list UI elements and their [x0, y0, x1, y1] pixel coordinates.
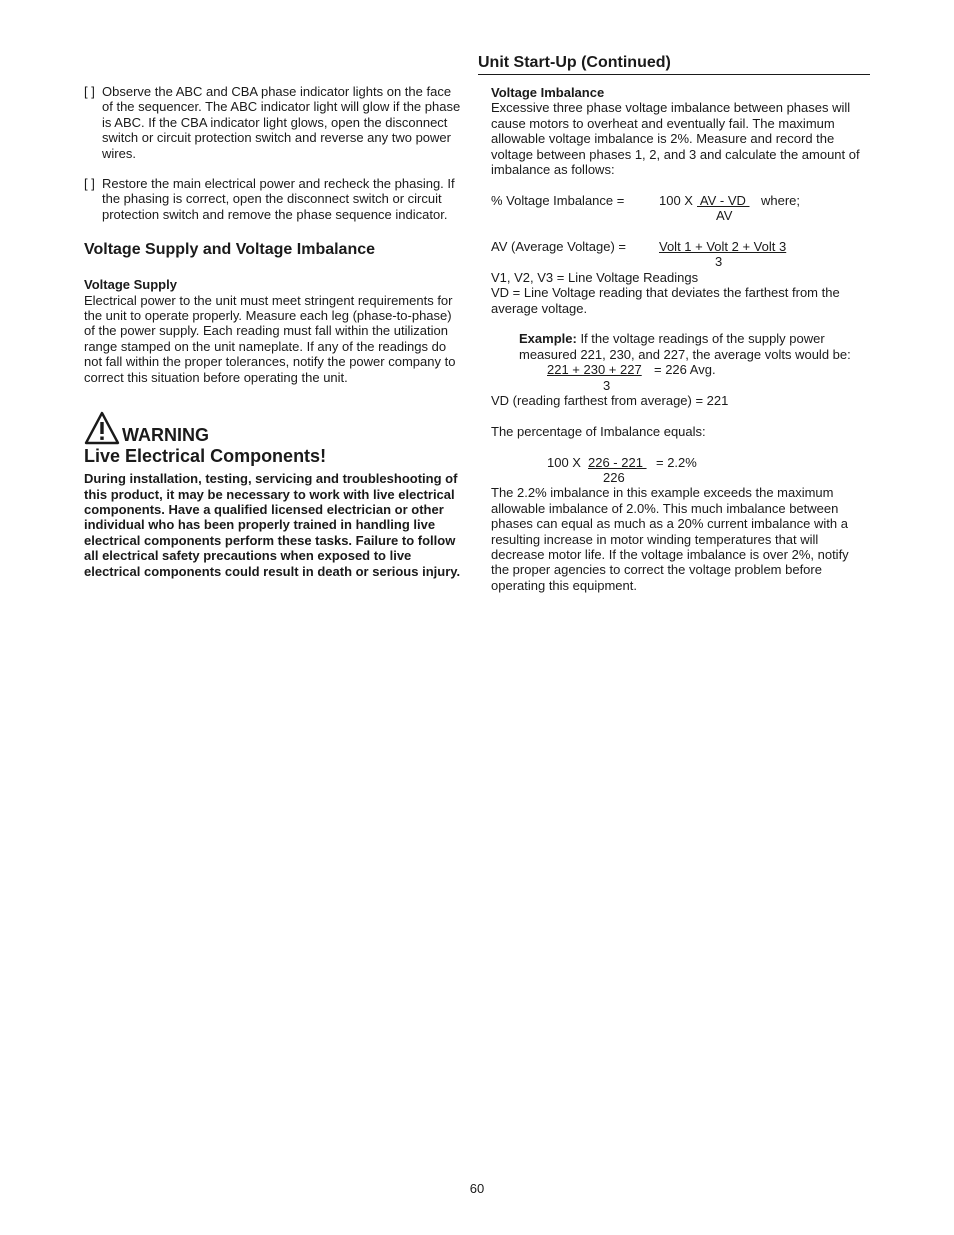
formula-prefix: 100 X	[659, 192, 693, 208]
checklist-item	[84, 84, 464, 161]
calc-denominator: 226	[603, 469, 625, 485]
calc-result: = 2.2%	[656, 454, 697, 470]
calc-prefix: 100 X	[547, 454, 581, 470]
page-heading: Unit Start-Up (Continued)	[478, 53, 870, 75]
voltage-imbalance-heading: Voltage Imbalance	[491, 85, 605, 100]
example-text: If the voltage readings of the supply power measured 221, 230, and 227, the average volts would be:	[519, 331, 851, 362]
right-column	[478, 53, 870, 593]
checklist-text: Observe the ABC and CBA phase indicator lights on the face of the sequencer. The ABC indicator light will glow if the phase is ABC. If the CBA indicator light glows, open the disconnect switch or circuit protection switch and reverse any two power wires.	[102, 84, 461, 161]
formula-suffix: where;	[761, 192, 801, 208]
voltage-supply-heading: Voltage Supply	[84, 277, 177, 293]
warning-text: During installation, testing, servicing and troubleshooting of this product, it may be necessary to work with live electrical components. Have a qualified licensed electrician or other individual who has been properly trained in handling live electrical components perform these tasks. Failure to follow all electrical safety precautions when exposed to live electrical components could result in death or serious injury.	[84, 471, 461, 579]
checklist-text: Restore the main electrical power and recheck the phasing. If the phasing is correct, open the disconnect switch or circuit protection switch and remove the phase sequence indicator.	[102, 176, 455, 222]
example-label: Example:	[519, 331, 577, 347]
example-numerator: 221 + 230 + 227	[547, 362, 642, 378]
formula-numerator: Volt 1 + Volt 2 + Volt 3	[659, 239, 787, 254]
formula-label: AV (Average Voltage) =	[491, 239, 627, 254]
warning-label: WARNING	[122, 425, 209, 446]
warning-title: Live Electrical Components!	[84, 446, 327, 467]
checkbox-marker: [ ]	[84, 176, 95, 192]
warning-block	[84, 407, 464, 579]
calc-numerator: 226 - 221	[588, 454, 647, 470]
formula-denominator: 3	[715, 254, 723, 270]
page-number: 60	[469, 1181, 485, 1196]
imbalance-calculation	[491, 455, 870, 470]
example-result: = 226 Avg.	[654, 362, 716, 378]
checklist-item	[84, 176, 464, 222]
left-column	[84, 84, 464, 579]
formula-numerator: AV - VD	[697, 192, 750, 208]
example-paragraph	[491, 331, 870, 362]
section-heading: Voltage Supply and Voltage Imbalance	[84, 241, 376, 259]
voltage-imbalance-text: Excessive three phase voltage imbalance between phases will cause motors to overheat and eventually fail. The maximum allowable voltage imbalance is 2%. Measure and record the voltage between phases 1, 2, and 3 and calculate the amount of imbalance as follows:	[491, 100, 860, 178]
example-calculation	[491, 362, 870, 377]
imbalance-formula	[491, 193, 870, 208]
voltage-supply-text: Electrical power to the unit must meet stringent requirements for the unit to operate properly. Measure each leg (phase-to-phase) of the power supply. Each reading must fall within the utilization range stamped on the unit nameplate. If any of the readings do not fall within the proper tolerances, notify the power company to correct this situation before operating the unit.	[84, 292, 456, 385]
warning-triangle-icon	[84, 411, 120, 445]
average-formula	[491, 239, 870, 254]
definition-line: VD = Line Voltage reading that deviates the farthest from the average voltage.	[491, 285, 840, 316]
conclusion-text: The 2.2% imbalance in this example exceeds the maximum allowable imbalance of 2.0%. This much imbalance between phases can equal as much as a 20% current imbalance with a resulting increase in motor winding temperatures that will decrease motor life. If the voltage imbalance is over 2%, notify the proper agencies to correct the voltage problem before operating this equipment.	[491, 485, 849, 593]
percentage-line: The percentage of Imbalance equals:	[491, 423, 706, 439]
formula-denominator: AV	[716, 208, 733, 224]
example-denominator: 3	[603, 377, 611, 393]
definition-line: V1, V2, V3 = Line Voltage Readings	[491, 269, 699, 285]
formula-label: % Voltage Imbalance =	[491, 192, 625, 208]
checkbox-marker: [ ]	[84, 84, 95, 99]
vd-line: VD (reading farthest from average) = 221	[491, 392, 729, 408]
